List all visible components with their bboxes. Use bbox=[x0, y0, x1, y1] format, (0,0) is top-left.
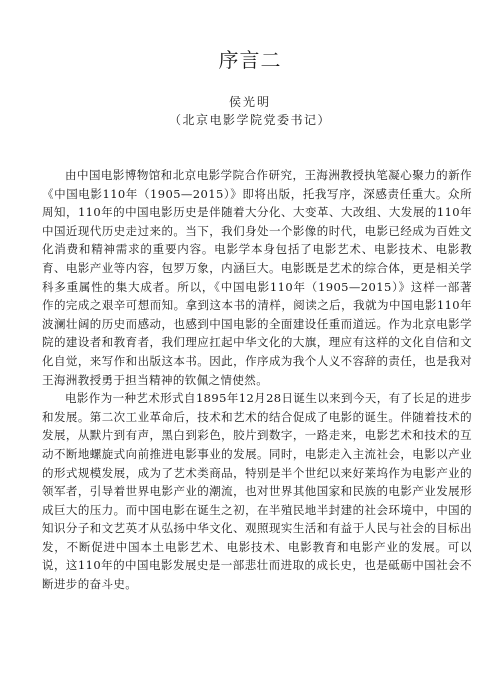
paragraph: 电影作为一种艺术形式自1895年12月28日诞生以来到今天，有了长足的进步和发展。第二次工业革命后，技术和艺术的结合促成了电影的诞生。伴随着技术的发展，从默片到有声，黑白到彩色，胶片到数字，一路走来，电影艺术和技术的互动不断地螺旋式向前推进电影事业的发展。同时，电影走入主流社会，电影以产业的形式规模发展，成为了艺术类商品，特别是半个世纪以来好莱坞作为电影产业的领军者，引导着世界电影产业的潮流，也对世界其他国家和民族的电影产业发展形成巨大的压力。而中国电影在诞生之初，在半殖民地半封建的社会环境中，中国的知识分子和文艺英才从弘扬中华文化、观照现实生活和有益于人民与社会的目标出发，不断促进中国本土电影艺术、电影技术、电影教育和电影产业的发展。可以说，这110年的中国电影发展史是一部悲壮而进取的成长史，也是砥砺中国社会不断进步的奋斗史。 bbox=[42, 391, 472, 592]
author-name: 侯光明 bbox=[228, 95, 271, 109]
body-text bbox=[42, 166, 472, 594]
author-affiliation: （北京电影学院党委书记） bbox=[168, 113, 331, 127]
page-title: 序言二 bbox=[218, 48, 282, 72]
paragraph: 由中国电影博物馆和北京电影学院合作研究，王海洲教授执笔凝心聚力的新作《中国电影110年（1905—2015）》即将出版，托我写序，深感责任重大。众所周知，110年的中国电影历史是伴随着大分化、大变革、大改组、大发展的110年中国近现代历史走过来的。当下，我们身处一个影像的时代，电影已经成为百姓文化消费和精神需求的重要内容。电影学本身包括了电影艺术、电影技术、电影教育、电影产业等内容，包罗万象，内涵巨大。电影既是艺术的综合体，更是相关学科多重属性的集大成者。所以，《中国电影110年（1905—2015）》这样一部著作的完成之艰辛可想而知。拿到这本书的清样，阅读之后，我就为中国电影110年波澜壮阔的历史而感动，也感到中国电影的全面建设任重而道远。作为北京电影学院的建设者和教育者，我们理应扛起中华文化的大旗，理应有这样的文化自信和文化自觉，来写作和出版这本书。因此，作序成为我个人义不容辞的责任，也是我对王海洲教授勇于担当精神的钦佩之情使然。 bbox=[42, 168, 472, 387]
